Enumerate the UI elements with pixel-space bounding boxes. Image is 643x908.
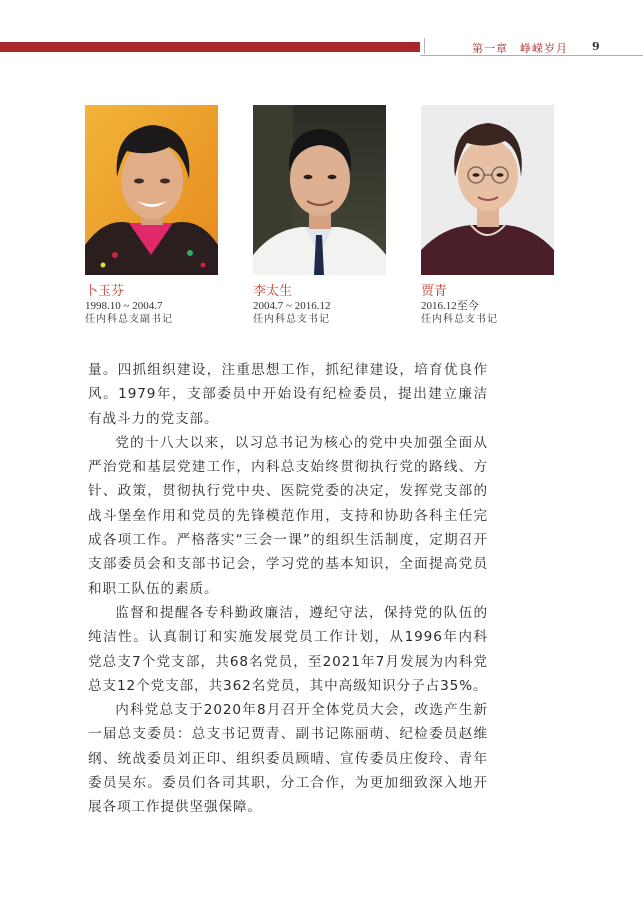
caption-person-2: [253, 284, 403, 327]
paragraph-4: 内科党总支于2020年8月召开全体党员大会，改选产生新一届总支委员：总支书记贾青、副书记陈丽萌、纪检委员赵维纲、统战委员刘正印、组织委员顾晴、宣传委员庄俊玲、青年委员吴东。委员们各司其职，分工合作，为更加细致深入地开展各项工作提供坚强保障。: [88, 702, 488, 816]
person-role: 任内科总支书记: [421, 314, 498, 325]
person-role: 任内科总支副书记: [85, 314, 173, 325]
portrait-photo-2: [253, 105, 386, 275]
person-name: 卜玉芬: [85, 284, 125, 299]
caption-person-3: [421, 284, 571, 327]
paragraph-3: 监督和提醒各专科勤政廉洁，遵纪守法，保持党的队伍的纯洁性。认真制订和实施发展党员工作计划，从1996年内科党总支7个党支部，共68名党员，至2021年7月发展为内科党总支12个党支部，共362名党员，其中高级知识分子占35%。: [88, 604, 488, 694]
header-divider: [424, 38, 425, 54]
person-term: 2004.7 ~ 2016.12: [253, 300, 331, 312]
person-name: 李太生: [253, 284, 293, 299]
paragraph-1: 量。四抓组织建设，注重思想工作，抓纪律建设，培育优良作风。1979年，支部委员中开始设有纪检委员，提出建立廉洁有战斗力的党支部。: [88, 362, 488, 427]
portrait-photo-1: [85, 105, 218, 275]
chapter-title: 第一章 峥嵘岁月: [472, 42, 568, 55]
header-accent-bar: [0, 42, 420, 52]
paragraph-2: 党的十八大以来，以习总书记为核心的党中央加强全面从严治党和基层党建工作，内科总支始终贯彻执行党的路线、方针、政策，贯彻执行党中央、医院党委的决定，发挥党支部的战斗堡垒作用和党员的先锋模范作用，支持和协助各科主任完成各项工作。严格落实“三会一课”的组织生活制度，定期召开支部委员会和支部书记会，学习党的基本知识，全面提高党员和职工队伍的素质。: [88, 434, 488, 597]
body-text: [88, 358, 488, 820]
person-name: 贾青: [421, 284, 448, 299]
caption-person-1: [85, 284, 235, 327]
person-term: 1998.10 ~ 2004.7: [85, 300, 163, 312]
person-term: 2016.12至今: [421, 300, 479, 312]
person-role: 任内科总支书记: [253, 314, 330, 325]
portrait-photo-3: [421, 105, 554, 275]
page-number: 9: [592, 40, 600, 53]
